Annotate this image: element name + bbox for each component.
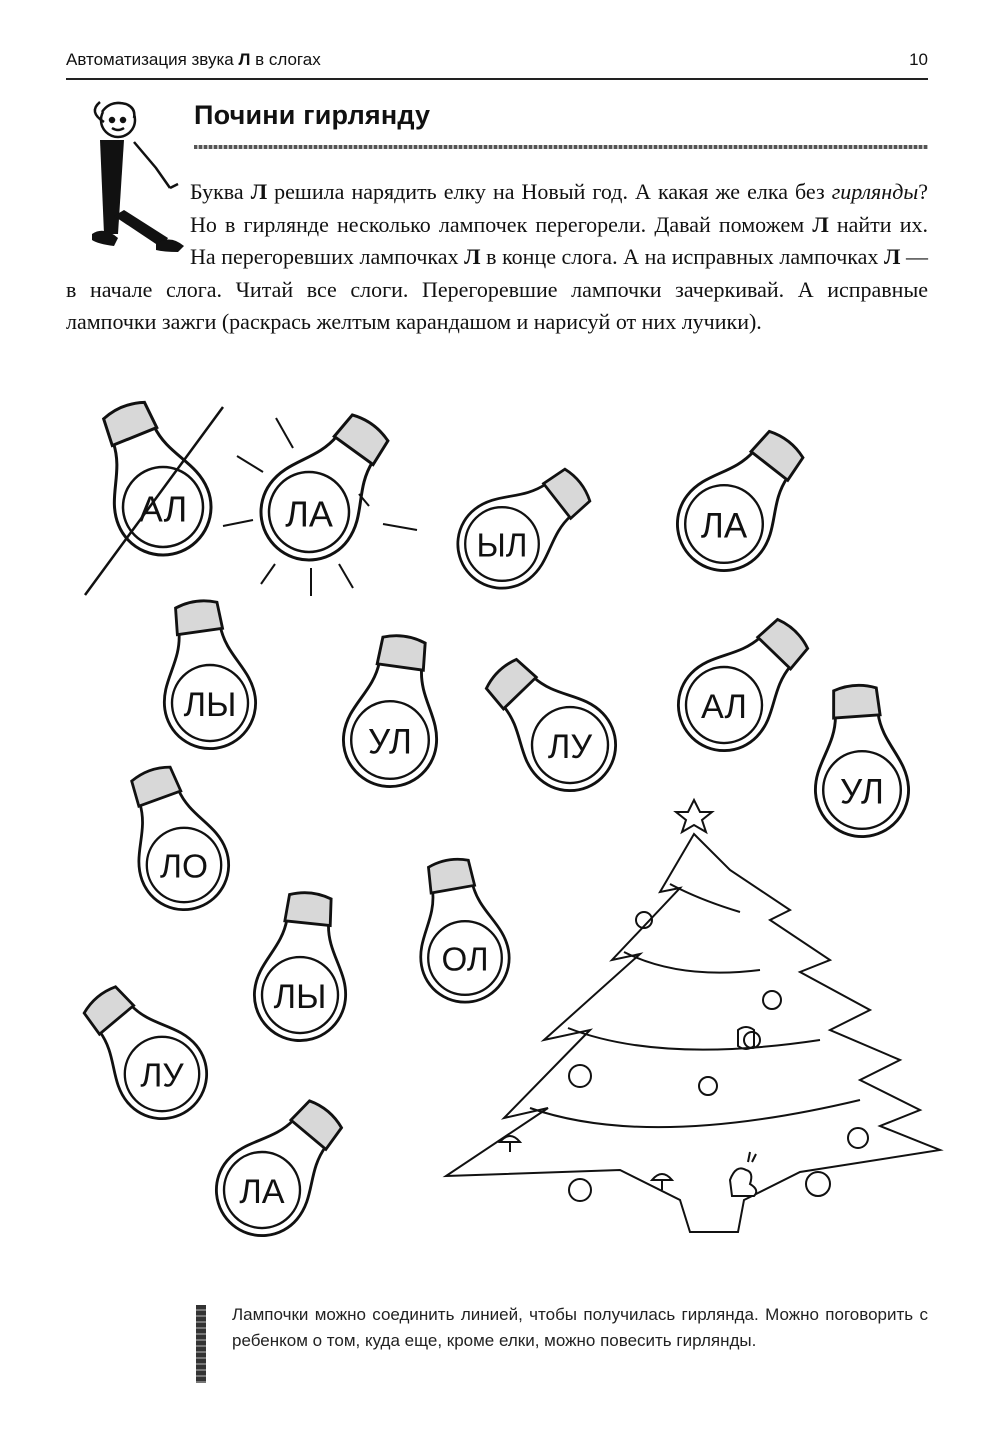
intro-text-4: найти их. На перегоревших лампочках (190, 211, 928, 269)
intro-letter-4: Л (884, 244, 901, 269)
bulb-2[interactable] (223, 396, 417, 596)
intro-letter-3: Л (464, 244, 481, 269)
page-title: Почини гирлянду (194, 100, 431, 130)
bulb-14[interactable] (198, 1082, 363, 1254)
intro-letter-2: Л (812, 211, 829, 237)
subtitle-letter: Л (238, 50, 251, 69)
intro-text-1: Буква (190, 179, 251, 204)
teacher-note: Лампочки можно соединить линией, чтобы получилась гирлянда. Можно поговорить с ребенком о том, куда еще, кроме елки, можно повесить гирлянды. (232, 1305, 928, 1350)
bulb-syllable: ЛЫ (273, 977, 327, 1016)
bulb-syllable: УЛ (368, 722, 412, 762)
bulb-11[interactable] (250, 888, 356, 1045)
bulb-syllable: ЛА (700, 506, 748, 546)
bulb-syllable: ЛУ (547, 727, 593, 766)
note-marker-bar (196, 1305, 206, 1383)
bulb-syllable: ЫЛ (476, 527, 528, 565)
page-number: 10 (909, 50, 928, 69)
intro-text-2: решила нарядить елку на Новый год. А какая же елка без (267, 179, 832, 204)
intro-text-6: — в начале слога. Читай все слоги. Перегоревшие лампочки зачеркивай. А исправные лампочки зажги (раскрась желтым карандашом и нарисуй от них лучики). (66, 244, 928, 334)
bulb-5[interactable] (151, 595, 262, 754)
bulb-syllable: ЛА (285, 493, 333, 535)
bulb-cap (173, 598, 222, 634)
subtitle-prefix: Автоматизация звука (66, 50, 239, 69)
bulb-cap (831, 684, 880, 718)
bulb-syllable: ЛЫ (183, 685, 237, 724)
subtitle-suffix: в слогах (250, 50, 321, 69)
intro-text-3: ? Но в гирлянде несколько лампочек перегорели. Давай поможем (190, 179, 928, 237)
intro-text-5: в конце слога. А на исправных лампочках (480, 244, 884, 269)
bulb-6[interactable] (337, 630, 450, 793)
bulb-syllable: УЛ (840, 772, 884, 812)
bulb-cap (285, 891, 334, 926)
bulb-cap (377, 633, 427, 670)
bulb-syllable: АЛ (701, 687, 747, 726)
christmas-tree-icon (446, 800, 940, 1232)
bulb-syllable: ЛО (160, 848, 208, 886)
bulb-1[interactable] (78, 389, 225, 595)
bulb-12[interactable] (404, 852, 516, 1009)
bulb-4[interactable] (659, 413, 826, 590)
bulb-syllable: ЛА (239, 1172, 285, 1211)
bulb-syllable: ЛУ (140, 1057, 184, 1095)
bulb-syllable: АЛ (138, 488, 188, 530)
intro-italic-word: гирлянды (831, 179, 919, 204)
bulb-cap (426, 856, 475, 893)
bulb-syllable: ОЛ (441, 941, 489, 979)
intro-letter-1: Л (250, 179, 268, 204)
bulb-10[interactable] (108, 755, 242, 922)
bulb-9[interactable] (808, 682, 911, 839)
bulb-3[interactable] (440, 448, 607, 606)
bulb-8[interactable] (660, 600, 829, 770)
bulb-7[interactable] (466, 640, 635, 810)
bulb-13[interactable] (63, 968, 225, 1137)
